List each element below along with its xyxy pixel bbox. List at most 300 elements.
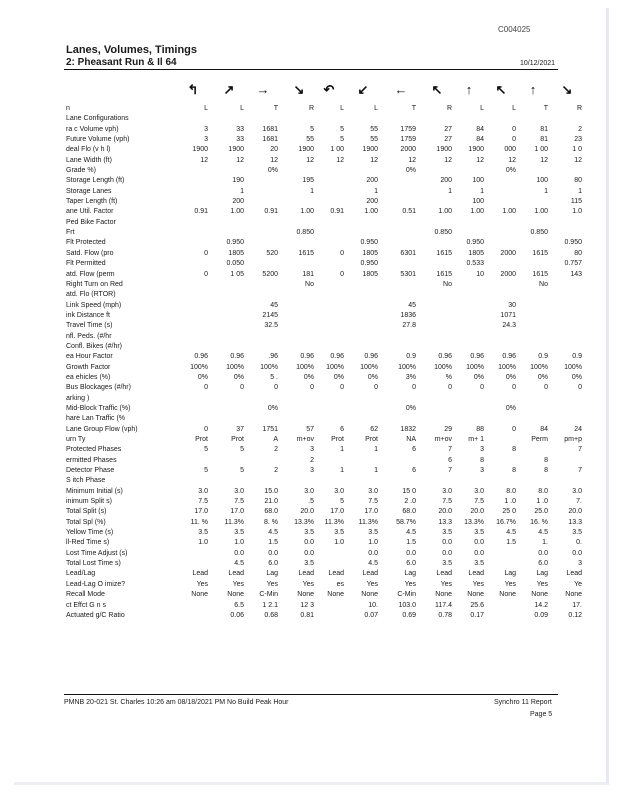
- table-cell: 27: [444, 136, 452, 144]
- table-cell: 5200: [262, 270, 278, 278]
- table-cell: C-Min: [397, 591, 416, 599]
- table-cell: 0.96: [230, 353, 244, 361]
- movement-arrow-icon: ↘: [561, 82, 573, 97]
- table-cell: 81: [540, 125, 548, 133]
- table-cell: 12: [306, 156, 314, 164]
- table-cell: 55: [370, 125, 378, 133]
- table-cell: 3.0: [198, 487, 208, 495]
- table-row: [64, 549, 582, 559]
- table-cell: 100%: [296, 363, 314, 371]
- movement-arrow-icon: ↙: [357, 82, 369, 97]
- table-cell: 24: [574, 425, 582, 433]
- table-cell: T: [411, 105, 416, 112]
- table-cell: 7: [448, 467, 452, 475]
- table-cell: 0: [480, 384, 484, 392]
- movement-arrow-icon: ←: [394, 82, 408, 97]
- table-cell: 1: [544, 187, 548, 195]
- table-cell: 81: [540, 136, 548, 144]
- table-cell: 2: [310, 456, 314, 464]
- table-row: [64, 332, 558, 342]
- table-cell: 7.5: [368, 498, 378, 506]
- table-cell: Lead: [362, 570, 378, 578]
- table-row: [64, 207, 582, 217]
- table-cell: 6301: [400, 249, 416, 257]
- table-cell: 0%: [405, 404, 416, 412]
- table-cell: No: [305, 280, 314, 288]
- table-cell: 1681: [262, 136, 278, 144]
- table-cell: 8: [544, 467, 548, 475]
- table-cell: 55: [370, 136, 378, 144]
- table-cell: 0: [204, 270, 208, 278]
- table-cell: 200: [440, 177, 452, 185]
- table-row: [64, 135, 582, 145]
- timing-table: [64, 80, 582, 621]
- table-cell: 12: [540, 156, 548, 164]
- table-cell: 6: [412, 446, 416, 454]
- table-cell: 0.950: [226, 239, 244, 247]
- row-label: Lane Width (ft): [66, 156, 112, 164]
- table-cell: 3.5: [474, 529, 484, 537]
- table-cell: No: [539, 280, 548, 288]
- table-cell: 33: [236, 125, 244, 133]
- table-cell: 0%: [505, 167, 516, 175]
- table-cell: 20.0: [300, 508, 314, 516]
- table-cell: 5: [340, 125, 344, 133]
- table-cell: 0.9: [406, 353, 416, 361]
- table-row: [64, 425, 582, 435]
- table-cell: 100: [472, 177, 484, 185]
- table-cell: 100%: [498, 363, 516, 371]
- table-cell: 1 .0: [536, 498, 548, 506]
- table-cell: Prot: [331, 436, 344, 443]
- table-cell: Lag: [536, 570, 548, 578]
- table-cell: 0.91: [264, 208, 278, 216]
- movement-arrow-icon: ↶: [323, 82, 335, 97]
- table-cell: 0: [512, 425, 516, 433]
- table-cell: 0%: [197, 373, 208, 381]
- table-cell: 1759: [400, 136, 416, 144]
- table-cell: 0.533: [466, 260, 484, 268]
- table-cell: 12: [444, 156, 452, 164]
- table-cell: 1681: [262, 125, 278, 133]
- table-cell: L: [480, 105, 484, 112]
- row-label: Yellow Time (s): [66, 529, 114, 537]
- table-cell: 0.78: [438, 611, 452, 619]
- table-cell: 0%: [267, 404, 278, 412]
- table-cell: C-Min: [259, 591, 278, 599]
- row-label: ra c Volume vph): [66, 125, 119, 133]
- row-label: Recall Mode: [66, 591, 105, 599]
- table-cell: Prot: [195, 436, 208, 443]
- table-cell: 3: [578, 560, 582, 568]
- table-cell: 1: [480, 187, 484, 195]
- row-label: Satd. Flow (pro: [66, 249, 114, 257]
- table-cell: L: [340, 105, 344, 112]
- table-cell: 12: [476, 156, 484, 164]
- table-cell: 3: [310, 446, 314, 454]
- table-cell: 3.5: [304, 560, 314, 568]
- table-cell: 14.2: [534, 601, 548, 609]
- row-label: n: [66, 105, 70, 112]
- table-row: [64, 321, 558, 331]
- table-cell: 45: [270, 301, 278, 309]
- table-cell: 100: [536, 177, 548, 185]
- table-cell: 4.5: [234, 560, 244, 568]
- table-cell: 12: [574, 156, 582, 164]
- row-label: Lane Configurations: [66, 115, 129, 123]
- table-cell: 1.5: [506, 539, 516, 547]
- table-cell: 0%: [537, 373, 548, 381]
- table-cell: 1.5: [268, 539, 278, 547]
- table-cell: 0%: [505, 373, 516, 381]
- table-cell: 6.0: [268, 560, 278, 568]
- table-cell: 8: [512, 446, 516, 454]
- table-cell: 13.3%: [294, 518, 314, 526]
- table-cell: None: [227, 591, 244, 599]
- table-cell: 8. %: [263, 518, 278, 526]
- table-cell: Lag: [404, 570, 416, 578]
- table-cell: 12: [336, 156, 344, 164]
- table-cell: 6: [448, 456, 452, 464]
- table-cell: 0.9: [572, 353, 582, 361]
- table-cell: 100%: [360, 363, 378, 371]
- row-label: Total Spl (%): [66, 518, 106, 526]
- table-cell: 1071: [500, 311, 516, 319]
- table-cell: 0.0: [442, 539, 452, 547]
- table-cell: 1900: [362, 146, 378, 154]
- table-cell: 0.0: [572, 549, 582, 557]
- footer-rule: [64, 694, 558, 695]
- table-row: [64, 156, 582, 166]
- table-cell: 0: [412, 384, 416, 392]
- table-cell: 12: [236, 156, 244, 164]
- table-row: [64, 125, 582, 135]
- row-label: Frt: [66, 229, 75, 237]
- table-row: [64, 601, 582, 611]
- table-cell: .96: [268, 353, 278, 361]
- table-cell: 1900: [468, 146, 484, 154]
- table-row: [64, 559, 582, 569]
- table-row: [64, 466, 582, 476]
- table-cell: Yes: [196, 580, 208, 588]
- table-row: [64, 611, 582, 621]
- table-cell: 58.7%: [396, 518, 416, 526]
- table-cell: 0.07: [364, 611, 378, 619]
- row-label: Lead/Lag: [66, 570, 96, 578]
- table-cell: 0: [204, 425, 208, 433]
- table-cell: L: [204, 105, 208, 112]
- table-cell: Yes: [536, 580, 548, 588]
- table-cell: 2145: [262, 311, 278, 319]
- table-cell: 1 .0: [504, 498, 516, 506]
- table-cell: 0.81: [300, 611, 314, 619]
- table-cell: Lead: [566, 570, 582, 578]
- table-cell: 1.00: [300, 208, 314, 216]
- table-cell: 27.8: [402, 322, 416, 330]
- table-cell: 0: [240, 384, 244, 392]
- table-row: [64, 166, 558, 176]
- table-cell: 7.5: [442, 498, 452, 506]
- movement-arrow-icon: ↘: [293, 82, 305, 97]
- table-cell: 1832: [400, 425, 416, 433]
- row-label: ane Util. Factor: [66, 208, 114, 216]
- table-cell: 100%: [564, 363, 582, 371]
- table-cell: 1.0: [572, 208, 582, 216]
- table-row: [64, 187, 582, 197]
- table-cell: 1805: [468, 249, 484, 257]
- table-row: [64, 497, 582, 507]
- table-cell: 11.3%: [224, 518, 244, 526]
- table-cell: 3: [310, 467, 314, 475]
- table-cell: Ye: [574, 580, 582, 588]
- table-cell: 0.9: [538, 353, 548, 361]
- table-cell: 181: [302, 270, 314, 278]
- table-cell: 1.0: [334, 539, 344, 547]
- table-cell: 2: [274, 467, 278, 475]
- table-cell: 195: [302, 177, 314, 185]
- table-cell: 33: [236, 136, 244, 144]
- table-cell: 21.0: [264, 498, 278, 506]
- table-cell: 7: [578, 467, 582, 475]
- table-cell: 5 .: [270, 373, 278, 381]
- row-label: atd. Flow (perm: [66, 270, 115, 278]
- table-cell: 1615: [532, 270, 548, 278]
- table-cell: 0.0: [304, 539, 314, 547]
- table-cell: 0%: [267, 167, 278, 175]
- table-cell: 3.5: [474, 560, 484, 568]
- table-cell: 3: [480, 467, 484, 475]
- table-cell: 1.0: [234, 539, 244, 547]
- table-cell: 1.5: [406, 539, 416, 547]
- table-cell: 3.5: [234, 529, 244, 537]
- table-cell: Lag: [504, 570, 516, 578]
- row-label: Detector Phase: [66, 467, 115, 475]
- table-cell: 1: [240, 187, 244, 195]
- table-cell: 3.0: [474, 487, 484, 495]
- table-cell: 0.09: [534, 611, 548, 619]
- table-cell: Yes: [232, 580, 244, 588]
- table-cell: No: [443, 280, 452, 288]
- table-cell: 0.96: [364, 353, 378, 361]
- table-cell: 1615: [436, 249, 452, 257]
- table-cell: 8.0: [506, 487, 516, 495]
- table-cell: 12: [408, 156, 416, 164]
- table-cell: Yes: [266, 580, 278, 588]
- table-cell: 1.: [542, 539, 548, 547]
- table-cell: 1751: [262, 425, 278, 433]
- movement-arrow-icon: ↖: [495, 82, 507, 97]
- table-cell: 15 0: [402, 487, 416, 495]
- table-cell: 15.0: [264, 487, 278, 495]
- table-cell: 3.0: [368, 487, 378, 495]
- table-row: [64, 528, 582, 538]
- table-cell: 12 3: [300, 601, 314, 609]
- table-row: [64, 435, 582, 445]
- table-cell: Yes: [366, 580, 378, 588]
- row-label: Mid-Block Traffic (%): [66, 404, 131, 412]
- table-cell: .5: [308, 498, 314, 506]
- table-cell: 13.3: [438, 518, 452, 526]
- table-cell: 20.0: [438, 508, 452, 516]
- table-cell: 1 0: [572, 146, 582, 154]
- table-cell: 2000: [500, 270, 516, 278]
- row-label: ct Effct G n s: [66, 601, 106, 609]
- row-label: Bus Blockages (#/hr): [66, 384, 131, 392]
- table-cell: 8: [544, 456, 548, 464]
- table-cell: 6.0: [406, 560, 416, 568]
- table-cell: 17.0: [230, 508, 244, 516]
- table-cell: 12: [370, 156, 378, 164]
- table-cell: 0: [578, 384, 582, 392]
- row-label: ea Hour Factor: [66, 353, 113, 361]
- table-cell: 7: [448, 446, 452, 454]
- table-cell: 25 0: [502, 508, 516, 516]
- table-cell: L: [374, 105, 378, 112]
- table-cell: 0.0: [304, 549, 314, 557]
- table-cell: 20.0: [470, 508, 484, 516]
- table-cell: 17.0: [330, 508, 344, 516]
- table-cell: Prot: [231, 436, 244, 443]
- table-cell: m+ov: [296, 436, 314, 443]
- table-cell: 8.0: [538, 487, 548, 495]
- table-cell: Lead: [468, 570, 484, 578]
- document-id: C004025: [498, 25, 531, 34]
- table-cell: 0.0: [474, 549, 484, 557]
- intersection-name: 2: Pheasant Run & Il 64: [66, 57, 177, 68]
- table-cell: 0: [374, 384, 378, 392]
- table-row: [64, 280, 558, 290]
- movement-arrow-icon: →: [256, 82, 270, 97]
- table-cell: 7.5: [198, 498, 208, 506]
- table-cell: 1615: [436, 270, 452, 278]
- table-cell: 62: [370, 425, 378, 433]
- table-cell: 4.5: [268, 529, 278, 537]
- table-cell: None: [499, 591, 516, 599]
- table-cell: 5: [240, 446, 244, 454]
- table-cell: 24.3: [502, 322, 516, 330]
- table-cell: 3.5: [572, 529, 582, 537]
- table-cell: 0.96: [502, 353, 516, 361]
- table-cell: 27: [444, 125, 452, 133]
- table-cell: 12: [270, 156, 278, 164]
- table-cell: 1900: [192, 146, 208, 154]
- table-row: [64, 176, 582, 186]
- table-cell: 17.0: [364, 508, 378, 516]
- table-cell: 6: [340, 425, 344, 433]
- table-cell: 1: [374, 187, 378, 195]
- table-cell: Lead: [328, 570, 344, 578]
- table-cell: 84: [476, 136, 484, 144]
- table-cell: 100%: [226, 363, 244, 371]
- row-label: Growth Factor: [66, 363, 111, 371]
- table-cell: Perm: [531, 436, 548, 443]
- table-cell: 1805: [362, 249, 378, 257]
- table-cell: 1.0: [198, 539, 208, 547]
- movement-arrow-icon: ↑: [529, 82, 537, 97]
- table-row: [64, 363, 582, 373]
- table-row: [64, 590, 582, 600]
- table-cell: 1759: [400, 125, 416, 133]
- table-cell: 68.0: [264, 508, 278, 516]
- table-cell: 12: [200, 156, 208, 164]
- table-cell: 1.0: [368, 539, 378, 547]
- table-cell: 0.96: [194, 353, 208, 361]
- table-cell: 80: [574, 249, 582, 257]
- table-row: [64, 311, 558, 321]
- table-cell: None: [467, 591, 484, 599]
- table-cell: 84: [476, 125, 484, 133]
- table-cell: 143: [570, 270, 582, 278]
- table-row: [64, 569, 582, 579]
- table-cell: None: [435, 591, 452, 599]
- table-row: [64, 218, 558, 228]
- header-rule: [64, 69, 558, 70]
- table-cell: 84: [540, 425, 548, 433]
- table-cell: 6.0: [538, 560, 548, 568]
- table-cell: 0.0: [368, 549, 378, 557]
- table-row: [64, 383, 582, 393]
- table-cell: None: [297, 591, 314, 599]
- row-label: arking ): [66, 394, 90, 402]
- row-label: ll-Red Time s): [66, 539, 110, 547]
- table-row: [64, 238, 582, 248]
- table-cell: 100: [472, 198, 484, 206]
- table-cell: R: [446, 105, 452, 112]
- table-cell: None: [327, 591, 344, 599]
- table-row: [64, 476, 558, 486]
- table-cell: T: [543, 105, 548, 112]
- table-cell: 2: [274, 446, 278, 454]
- table-cell: 5: [204, 446, 208, 454]
- table-cell: A: [273, 436, 278, 443]
- table-cell: 6.5: [234, 601, 244, 609]
- table-row: [64, 104, 582, 114]
- table-cell: 80: [574, 177, 582, 185]
- table-cell: 0%: [473, 373, 484, 381]
- table-row: [64, 352, 582, 362]
- table-cell: Lead: [436, 570, 452, 578]
- table-cell: None: [565, 591, 582, 599]
- table-cell: 20: [270, 146, 278, 154]
- table-cell: 1.00: [502, 208, 516, 216]
- row-label: urn Ty: [66, 436, 86, 443]
- table-cell: 1900: [436, 146, 452, 154]
- table-cell: 2000: [500, 249, 516, 257]
- table-cell: 5: [340, 498, 344, 506]
- table-cell: 57: [306, 425, 314, 433]
- table-cell: 1: [310, 187, 314, 195]
- row-label: ea ehicles (%): [66, 373, 111, 381]
- table-cell: 1900: [228, 146, 244, 154]
- row-label: Lost Time Adjust (s): [66, 549, 128, 557]
- table-cell: 1.00: [230, 208, 244, 216]
- table-cell: 200: [366, 177, 378, 185]
- table-cell: 0: [512, 136, 516, 144]
- table-cell: 0.17: [470, 611, 484, 619]
- table-cell: 1615: [532, 249, 548, 257]
- table-cell: 0.850: [296, 229, 314, 237]
- table-cell: 3: [204, 125, 208, 133]
- row-label: ink Distance ft: [66, 311, 110, 319]
- table-row: [64, 580, 582, 590]
- row-label: ermitted Phases: [66, 456, 117, 464]
- row-label: Grade %): [66, 167, 96, 175]
- table-cell: 8: [512, 467, 516, 475]
- table-cell: 11. %: [190, 518, 208, 526]
- table-cell: 0.91: [330, 208, 344, 216]
- table-cell: 1 2.1: [262, 601, 278, 609]
- table-cell: Prot: [365, 436, 378, 443]
